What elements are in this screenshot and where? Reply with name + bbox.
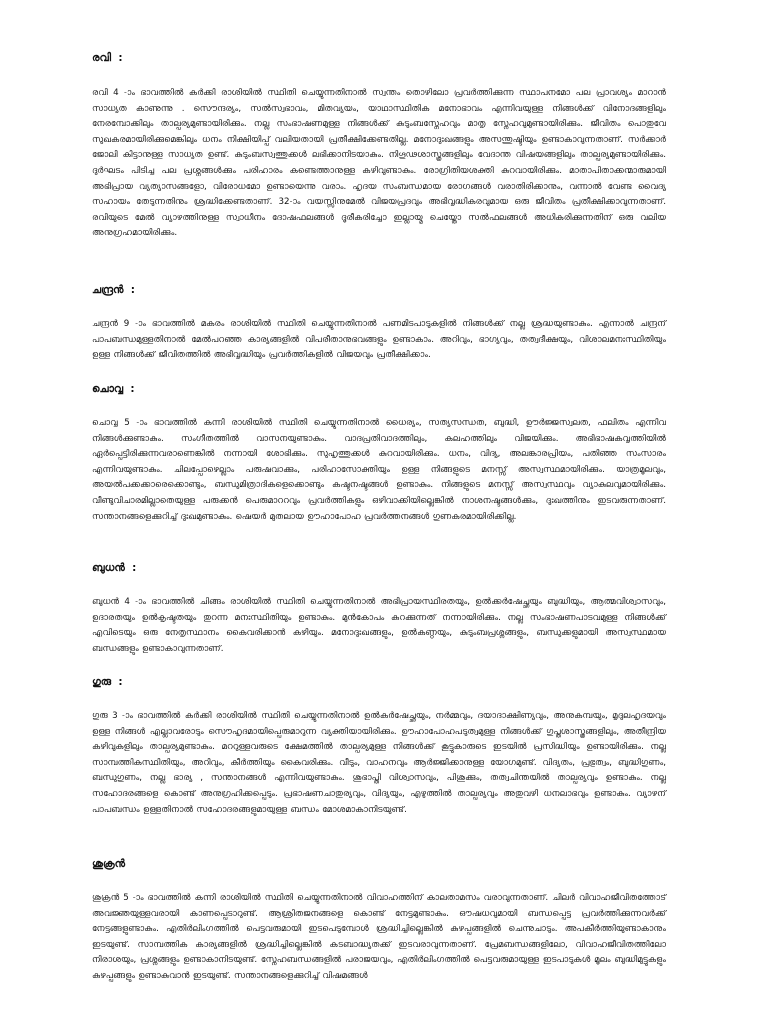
section-heading: രവി : [92, 52, 123, 64]
section-body: ചൊവ്വ 5 -ാം ഭാവത്തിൽ കന്നി രാശിയിൽ സ്ഥിതി ചെയ്യുന്നതിനാൽ ധൈര്യം, സത്യസന്ധത, ബുദ്ധി, ഊർജ്ജസ്വലത, ഫലിതം എന്നിവ നിങ്ങൾക്കുണ്ടാകും. സംഗീതത്തിൽ വാസനയുണ്ടാകും. വാദപ്രതിവാദത്തിലും, കലഹത്തിലും വിജയിക്കും. അഭിഭാഷകവൃത്തിയിൽ ഏർപ്പെട്ടിരിക്കുന്നവരാണെങ്കിൽ നന്നായി ശോഭിക്കും. സുഹൃത്തുക്കൾ കുറവായിരിക്കും. ധനം, വിദ്യ, അലങ്കാരപ്രിയം, പതിഞ്ഞ സംസാരം എന്നിവയുണ്ടാകും. ചിലപ്പോഴെല്ലാം പരുഷവാക്കും, പരിഹാസോക്തിയും ഉള്ള നിങ്ങളുടെ മനസ്സ് അസ്വസ്ഥമായിരിക്കും. യാത്രമൂലവും, അയൽപക്കക്കാരെക്കൊണ്ടും, ബന്ധുമിത്രാദികളെക്കൊണ്ടും കഷ്ടനഷ്ടങ്ങൾ ഉണ്ടാകും. നിങ്ങളുടെ മനസ്സ് അസ്വസ്ഥവും വ്യാകുലവുമായിരിക്കും. വീണ്ടുവിചാരമില്ലാതെയുള്ള പരുക്കൻ പെരുമാററവും പ്രവർത്തികളും ഒഴിവാക്കിയില്ലെങ്കിൽ നാശനഷ്ടങ്ങൾക്കും, ദുഃഖത്തിനും ഇടവരുന്നതാണ്. സന്താനങ്ങളെക്കുറിച്ച് ദുഃഖമുണ്ടാകും. ഷെയർ മുതലായ ഊഹാപോഹ പ്രവർത്തനങ്ങൾ ഗുണകരമായിരിക്കില്ല. [92, 418, 666, 522]
section-guru [92, 674, 666, 818]
section-chovva [92, 381, 666, 525]
section-body: ഗുരു 3 -ാം ഭാവത്തിൽ കർക്കി രാശിയിൽ സ്ഥിതി ചെയ്യുന്നതിനാൽ ഉൽകർഷേച്ഛയും, നർമ്മവും, ദയാദാക്ഷിണ്യവും, അനുകമ്പയും, മൃദുലഹൃദയവും ഉള്ള നിങ്ങൾ എല്ലാവരോടും സൌഹൃദമായിപ്പെരുമാറുന്ന വ്യക്തിയായിരിക്കും. ഊഹാപോഹപടുത്വമുള്ള നിങ്ങൾക്ക് ഗുപ്തശാസ്ത്രങ്ങളിലും, അതീന്ദ്രിയ കഴിവുകളിലും താല്പര്യമുണ്ടാകും. മററുള്ളവരുടെ ക്ഷേമത്തിൽ താല്പര്യമുള്ള നിങ്ങൾക്ക് കൂട്ടുകാരുടെ ഇടയിൽ പ്രസിദ്ധിയും ഉണ്ടായിരിക്കും. നല്ല സാമ്പത്തികസ്ഥിതിയും, അറിവും, കീർത്തിയും കൈവരിക്കും. വീടും, വാഹനവും ആർജ്ജിക്കാനുള്ള യോഗമുണ്ട്. വിദ്യതം, പ്രഭുത്വം, ബുദ്ധിഗുണം, ബന്ധുഗുണം, നല്ല ഭാര്യ , സന്താനങ്ങൾ എന്നിവയുണ്ടാകും. ശുഭാപ്തി വിശ്വാസവും, പിശുക്കും, തത്വചിന്തയിൽ താല്പര്യവും ഉണ്ടാകും. നല്ല സഹോദരങ്ങളെ കൊണ്ട് അനുഗ്രഹിക്കപ്പെടും. പ്രഭാഷണചാതുര്യവും, വിദ്യയും, എഴുത്തിൽ താല്പര്യവും അതുവഴി ധനലാഭവും ഉണ്ടാകും. വ്യാഴന് പാപബന്ധം ഉള്ളതിനാൽ സഹോദരങ്ങളുമായുള്ള ബന്ധം മോശമാകാനിടയുണ്ട്. [92, 711, 666, 815]
section-heading: ശുക്രൻ [92, 858, 126, 870]
section-ravi [92, 50, 666, 242]
section-chandran [92, 282, 666, 364]
section-body: ബുധൻ 4 -ാം ഭാവത്തിൽ ചിങ്ങം രാശിയിൽ സ്ഥിതി ചെയ്യുന്നതിനാൽ അഭിപ്രായസ്ഥിരതയും, ഉൽക്കർഷേച്ഛയും ബുദ്ധിയും, ആത്മവിശ്വാസവും, ഉദാരതയും ഉൽകൃഷ്ടതയും തുറന്ന മനഃസ്ഥിതിയും ഉണ്ടാകും. മുൻകോപം കുറക്കുന്നത് നന്നായിരിക്കും. നല്ല സംഭാഷണപാടവമുള്ള നിങ്ങൾക്ക് എവിടെയും ഒരു നേതൃസ്ഥാനം കൈവരിക്കാൻ കഴിയും. മനോദുഃഖങ്ങളും, ഉൽകണ്ഠയും, കുടുംബപ്രശ്നങ്ങളും, ബന്ധുക്കളുമായി അസ്വസ്ഥമായ ബന്ധങ്ങളും ഉണ്ടാകാവുന്നതാണ്. [92, 597, 666, 654]
section-heading: ഗുരു : [92, 676, 123, 688]
section-heading: ചന്ദ്രൻ : [92, 284, 135, 296]
section-heading: ചൊവ്വ : [92, 383, 135, 395]
section-body: രവി 4 -ാം ഭാവത്തിൽ കർക്കി രാശിയിൽ സ്ഥിതി ചെയ്യുന്നതിനാൽ സ്വന്തം തൊഴിലോ പ്രവർത്തിക്കുന്ന സ്ഥാപനമോ പല പ്രാവശ്യം മാറാൻ സാധ്യത കാണുന്നു . സൌന്ദര്യം, സൽസ്വഭാവം, മിതവ്യയം, യാഥാസ്ഥിതിക മനോഭാവം എന്നിവയുള്ള നിങ്ങൾക്ക് വിനോദങ്ങളിലും നേരമ്പോക്കിലും താല്പര്യമുണ്ടായിരിക്കും. നല്ല സംഭാഷണമുള്ള നിങ്ങൾക്ക് കുടുംബസ്നേഹവും മാതൃ സ്നേഹവുമുണ്ടായിരിക്കും. ജീവിതം പൊതുവേ സുഖകരമായിരിക്കുമെങ്കിലും ധനം നിക്ഷിയിപ്പ് വലിയതായി പ്രതീക്ഷിക്കേണ്ടതില്ല. മനോദുഃഖങ്ങളും അസന്തുഷ്ടിയും ഉണ്ടാകാവുന്നതാണ്. സർക്കാർ ജോലി കിട്ടാനുള്ള സാധ്യത ഉണ്ട്. കുടുംബസ്വത്തുക്കൾ ലഭിക്കാനിടയാകും. നിഗൂഢശാസ്ത്രങ്ങളിലും വേദാന്ത വിഷയങ്ങളിലും താല്പര്യമുണ്ടായിരിക്കും. ദുർഘടം പിടിച്ച പല പ്രശ്നങ്ങൾക്കും പരിഹാരം കണ്ടെത്താനുള്ള കഴിവുണ്ടാകും. രോഗ്രിതിയശക്തി കുറവായിരിക്കും. മാതാപിതാക്കന്മാരുമായി അഭിപ്രായ വ്യത്യാസങ്ങളോ, വിരോധമോ ഉണ്ടായെന്നു വരാം. ഹൃദയ സംബന്ധമായ രോഗങ്ങൾ വരാതിരിക്കാനും, വന്നാൽ വേണ്ട വൈദ്യ സഹായം തേടുന്നതിനും ശ്രദ്ധിക്കേണ്ടതാണ്. 32-ാം വയസ്സിനുമേൽ വിജയപ്രദവും അഭിവൃദ്ധികരവുമായ ഒരു ജീവിതം പ്രതീക്ഷിക്കാവുന്നതാണ്. രവിയുടെ മേൽ വ്യാഴത്തിനുള്ള സ്വാധീനം ദോഷഫലങ്ങൾ ദൂരീകരിച്ചോ ഇല്ലായ്മ ചെയ്തോ സൽഫലങ്ങൾ അധികരിക്കുന്നതിന് ഒരു വലിയ അനുഗ്രഹമായിരിക്കും. [92, 88, 666, 239]
section-budhan [92, 560, 666, 657]
section-shukran [92, 856, 666, 985]
section-heading: ബുധൻ : [92, 562, 137, 574]
section-body: ചന്ദ്രൻ 9 -ാം ഭാവത്തിൽ മകരം രാശിയിൽ സ്ഥിതി ചെയ്യുന്നതിനാൽ പണമിടപാടുകളിൽ നിങ്ങൾക്ക് നല്ല ശ്രദ്ധയുണ്ടാകും. എന്നാൽ ചന്ദ്രന് പാപബന്ധമുള്ളതിനാൽ മേൽപറഞ്ഞ കാര്യങ്ങളിൽ വിപരീതാനുഭവങ്ങളും ഉണ്ടാകാം. അറിവും, ഭാഗ്യവും, തത്വദീക്ഷയും, വിശാലമനഃസ്ഥിതിയും ഉള്ള നിങ്ങൾക്ക് ജീവിതത്തിൽ അഭിവൃദ്ധിയും പ്രവർത്തികളിൽ വിജയവും പ്രതീക്ഷിക്കാം. [92, 319, 666, 361]
section-body: ശുക്രൻ 5 -ാം ഭാവത്തിൽ കന്നി രാശിയിൽ സ്ഥിതി ചെയ്യുന്നതിനാൽ വിവാഹത്തിന് കാലതാമസം വരാവുന്നതാണ്. ചിലർ വിവാഹജീവിതത്തോട് അവജ്ഞയുള്ളവരായി കാണപ്പെടാറുണ്ട്. ആശ്രിതജനങ്ങളെ കൊണ്ട് നേട്ടമുണ്ടാകും. ഔഷധവുമായി ബന്ധപ്പെട്ട പ്രവർത്തിക്കുന്നവർക്ക് നേട്ടങ്ങളുണ്ടാകും. എതിർലിംഗത്തിൽ പെട്ടവരുമായി ഇടപെടുമ്പോൾ ശ്രദ്ധിച്ചില്ലെങ്കിൽ കുഴപ്പങ്ങളിൽ ചെന്നുചാടും. അപകീർത്തിയുണ്ടാകാനും ഇടയുണ്ട്. സാമ്പത്തിക കാര്യങ്ങളിൽ ശ്രദ്ധിച്ചില്ലെങ്കിൽ കടബാദ്ധ്യതക്ക് ഇടവരാവുന്നതാണ്. പ്രേമബന്ധങ്ങളിലോ, വിവാഹജീവിതത്തിലോ നിരാശയും, പ്രശ്നങ്ങളും ഉണ്ടാകാനിടയുണ്ട്. സ്നേഹബന്ധങ്ങളിൽ പരാജയവും, എതിർലിംഗത്തിൽ പെട്ടവരുമായുള്ള ഇടപാടുകൾ മൂലം ബുദ്ധിമുട്ടുകളും കുഴപ്പങ്ങളും ഉണ്ടാകുവാൻ ഇടയുണ്ട്. സന്താനങ്ങളെക്കുറിച്ച് വിഷമങ്ങൾ [92, 893, 666, 981]
